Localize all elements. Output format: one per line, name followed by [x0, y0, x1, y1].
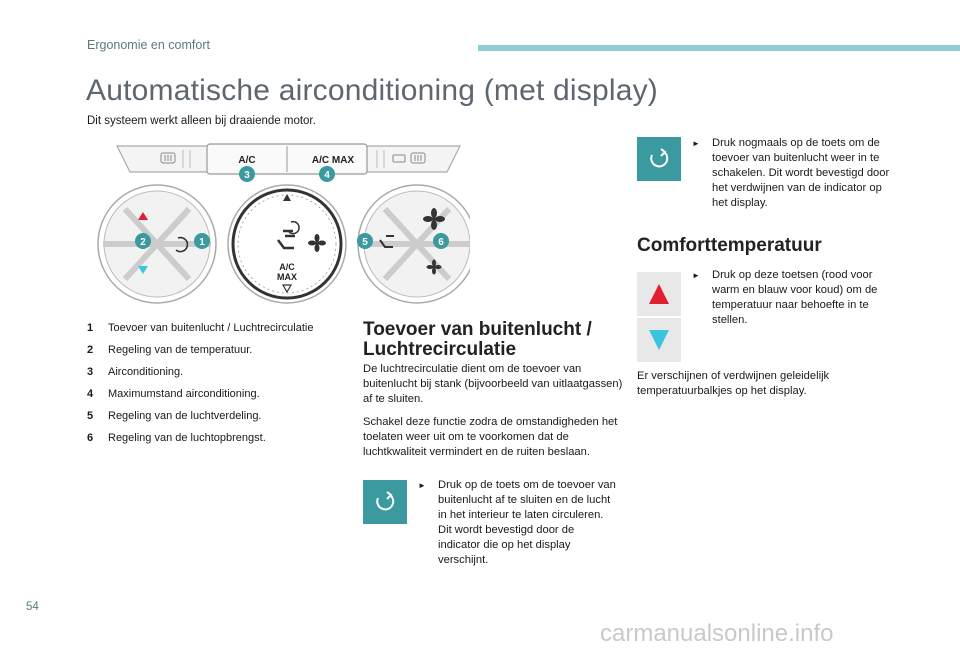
page-title: Automatische airconditioning (met display)	[86, 74, 658, 107]
legend-text: Regeling van de temperatuur.	[108, 344, 253, 356]
ac-max-button-label: A/C MAX	[311, 155, 355, 166]
outside-air-instruction	[692, 136, 892, 211]
legend-text: Maximumstand airconditioning.	[108, 388, 260, 400]
badge-1	[194, 233, 210, 249]
legend-list	[87, 320, 357, 452]
comfort-heading: Comforttemperatuur	[637, 235, 822, 256]
display-max-label: MAX	[277, 272, 297, 282]
recirc-instruction-text: Druk op de toets om de toevoer van buitenlucht af te sluiten en de lucht in het interieur te laten circuleren. Dit wordt bevestigd door de indicator die op het display verschijnt.	[438, 479, 616, 566]
warm-arrow-icon	[637, 272, 681, 316]
legend-number: 6	[87, 432, 94, 444]
recirc-instruction	[418, 478, 618, 568]
comfort-paragraph: Er verschijnen of verdwijnen geleidelijk temperatuurbalkjes op het display.	[637, 370, 830, 397]
recirc-button-icon-top	[637, 137, 681, 181]
badge-6	[433, 233, 449, 249]
bullet-mark: ►	[692, 139, 700, 148]
badge-5	[357, 233, 373, 249]
top-button-strip	[117, 144, 460, 174]
right-fan-knob	[358, 185, 470, 303]
badge-3	[239, 166, 255, 182]
page-number: 54	[26, 601, 39, 613]
ac-button-label: A/C	[238, 155, 256, 166]
legend-text: Regeling van de luchtopbrengst.	[108, 432, 266, 444]
badge-6-label: 6	[438, 237, 444, 248]
legend-item	[87, 342, 357, 364]
badge-3-label: 3	[244, 170, 250, 181]
legend-number: 3	[87, 366, 94, 378]
legend-number: 1	[87, 322, 94, 334]
legend-item	[87, 320, 357, 342]
recirc-heading	[363, 320, 633, 360]
legend-number: 2	[87, 344, 94, 356]
legend-item	[87, 430, 357, 452]
legend-text: Airconditioning.	[108, 366, 184, 378]
section-header: Ergonomie en comfort	[87, 38, 210, 52]
climate-control-diagram	[95, 140, 470, 305]
badge-2	[135, 233, 151, 249]
legend-item	[87, 386, 357, 408]
watermark: carmanualsonline.info	[600, 620, 834, 647]
recirc-paragraph-2: Schakel deze functie zodra de omstandigheden het toelaten weer uit om te voorkomen dat de luchtkwaliteit vermindert en de ruiten beslaan.	[363, 416, 618, 458]
badge-1-label: 1	[199, 237, 205, 248]
bullet-mark: ►	[418, 481, 426, 490]
legend-item	[87, 408, 357, 430]
outside-air-instruction-text: Druk nogmaals op de toets om de toevoer van buitenlucht weer in te schakelen. Dit wordt bevestigd door het verdwijnen van de indicator op het display.	[712, 137, 890, 209]
header-accent-bar	[478, 45, 960, 51]
badge-4	[319, 166, 335, 182]
badge-4-label: 4	[324, 170, 330, 181]
legend-text: Toevoer van buitenlucht / Luchtrecirculatie	[108, 322, 314, 334]
badge-5-label: 5	[362, 237, 368, 248]
comfort-instruction-text: Druk op deze toetsen (rood voor warm en blauw voor koud) om de temperatuur naar behoefte in te stellen.	[712, 269, 878, 326]
recirc-heading-line1: Toevoer van buitenlucht /	[363, 319, 592, 340]
bullet-mark: ►	[692, 271, 700, 280]
legend-item	[87, 364, 357, 386]
center-display	[228, 185, 346, 303]
legend-number: 5	[87, 410, 94, 422]
intro-text: Dit systeem werkt alleen bij draaiende motor.	[87, 115, 316, 127]
comfort-instruction	[692, 268, 892, 328]
recirc-button-icon	[363, 480, 407, 524]
badge-2-label: 2	[140, 237, 146, 248]
display-ac-label: A/C	[279, 262, 295, 272]
recirc-heading-line2: Luchtrecirculatie	[363, 339, 517, 360]
legend-text: Regeling van de luchtverdeling.	[108, 410, 262, 422]
legend-number: 4	[87, 388, 94, 400]
recirc-paragraph-1: De luchtrecirculatie dient om de toevoer van buitenlucht bij stank (bijvoorbeeld van uitlaatgassen) af te sluiten.	[363, 363, 623, 405]
cold-arrow-icon	[637, 318, 681, 362]
